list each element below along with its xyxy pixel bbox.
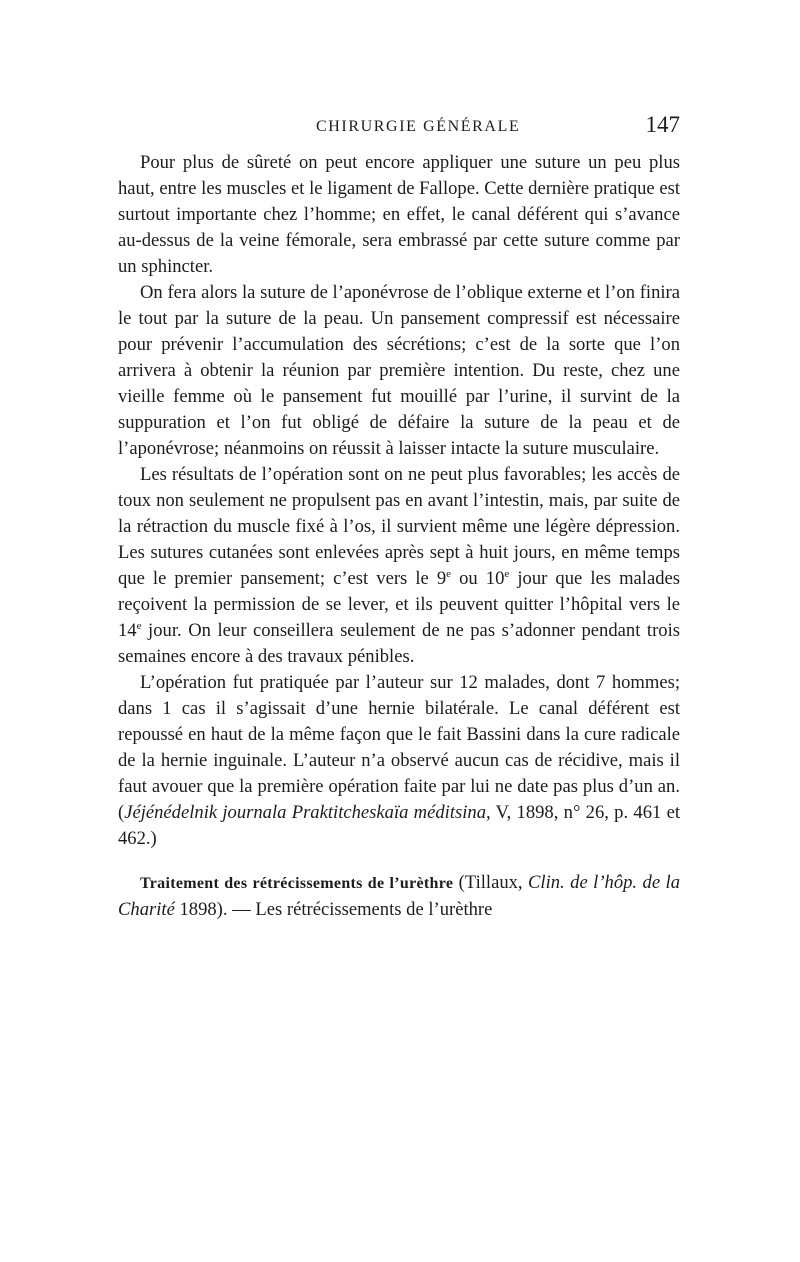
paragraph-operation [118,670,680,852]
resultats-text-2: ou 10 [451,568,505,589]
article-text-2: 1898). — Les rétrécissements de l’urèthre [174,899,493,920]
superscript-e: e [136,619,142,632]
resultats-text-4: jour. On leur conseillera seulement de ne pas s’adonner pendant trois semaines encore à des travaux pénibles. [118,620,680,667]
paragraph-resultats [118,462,680,670]
superscript-e: e [446,567,452,580]
journal-citation: Jéjénédelnik journala Praktitcheskaïa méditsina, [124,802,491,823]
article-citation: Clin. de l’hôp. de la Charité [118,872,681,920]
running-title: CHIRURGIE GÉNÉRALE [316,118,521,135]
page-body [118,150,680,923]
article-retrecissements [118,870,680,923]
operation-text-2: V, 1898, n° 26, p. 461 et 462.) [118,802,680,849]
paragraph-aponevrose: On fera alors la suture de l’aponévrose de l’oblique externe et l’on finira le tout par la suture de la peau. Un pansement compressif est nécessaire pour prévenir l’accumulation des sécrétions; c’est de la sorte que l’on arrivera à obtenir la réunion par première intention. Du reste, chez une vieille femme où le pansement fut mouillé par l’urine, il survint de la suppuration et l’on fut obligé de défaire la suture de la peau et de l’aponévrose; néanmoins on réussit à laisser intacte la suture musculaire. [118,282,680,459]
resultats-text-1: Les résultats de l’opération sont on ne peut plus favorables; les accès de toux non seulement ne propulsent pas en avant l’intestin, mais, par suite de la rétraction du muscle fixé à l’os, il survient même une légère dépression. Les sutures cutanées sont enlevées après sept à huit jours, en même temps que le premier pansement; c’est vers le 9 [118,464,680,589]
page-header [118,112,680,144]
article-heading: Traitement des rétrécissements de l’urèthre [140,875,454,892]
page-number: 147 [645,112,680,137]
superscript-e: e [504,567,510,580]
operation-text-1: L’opération fut pratiquée par l’auteur sur 12 malades, dont 7 hommes; dans 1 cas il s’agissait d’une hernie bilatérale. Le canal déférent est repoussé en haut de la même façon que le fait Bassini dans la cure radicale de la hernie inguinale. L’auteur n’a observé aucun cas de récidive, mais il faut avouer que la première opération faite par lui ne date pas plus d’un an. ( [118,672,680,823]
paragraph-suture: Pour plus de sûreté on peut encore appliquer une suture un peu plus haut, entre les muscles et le ligament de Fallope. Cette dernière pratique est surtout importante chez l’homme; en effet, le canal déférent qui s’avance au-dessus de la veine fémorale, sera embrassé par cette suture comme par un sphincter. [118,152,680,277]
resultats-text-3: jour que les malades reçoivent la permission de se lever, et ils peuvent quitter l’hôpital vers le 14 [118,568,681,641]
article-text-1: (Tillaux, [453,872,529,893]
